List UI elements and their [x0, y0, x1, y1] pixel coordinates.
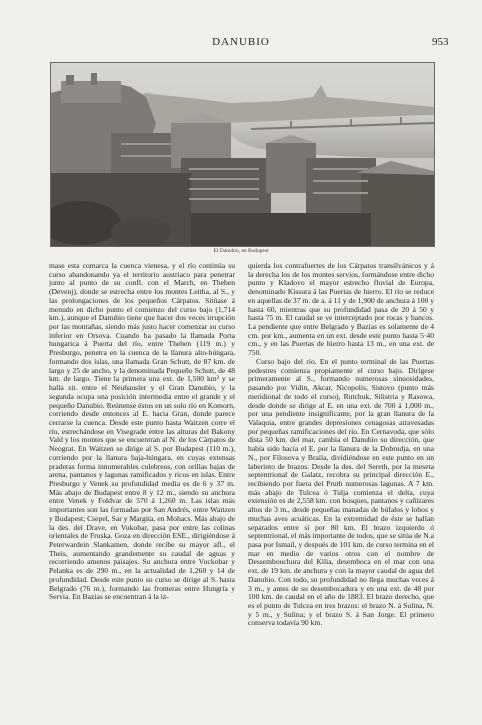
paragraph: quierda los contrafuertes de los Cárpatos transilvánicos y á la derecha los de los montes servios, formándose entre dicho punto y Kladovo el mayor estrecho fluvial de Europa, denominado Kissura á las Puertas de hierro. El río se reduce en aquellas de 37 m. de a. á 11 y de 1,900 de anchura á 100 y hasta 60, mientras que su profundidad pasa de 20 á 50 y hasta 75 m. El caudal se ve interceptado por rocas y bancos. La pendiente que entre Belgrado y Bazias es solamente de 4 cm. por km., aumenta en un ext. desde este punto hasta 5·40 cm., y en las Puertas de hierro hasta 13 m., en una ext. de 750. — [248, 262, 434, 358]
text-column-right — [248, 262, 434, 712]
paragraph-curso-bajo: Curso bajo del río. En el punto terminal de las Puertas pedestres comienza propiamente el curso bajo. Dirígese primeramente al S., formando numerosas sinuosidades, pasando por Vidin, Akcar, Nicopolis, Sistovo (punto más meridional de todo el curso), Rutchuk, Silistria y Rasowa, desde donde se dirige al E. en una ext. de 700 á 1,000 m., por una pendiente insignificante, por la gran llanura de la Valaquia, entre grandes depresiones cenagosas atravesadas por pequeñas ramificaciones del río. En Cernavoda, que sólo dista 50 km. del mar, cambia el Danubio su dirección, que había sido hacia el E. por la llanura de la Dobrudja, en una N., por Filosova y Braila, dividiéndose en este punto en un laberinto de brazos. Desde la des. del Sereth, por la meseta septentrional de Galatz, recobra su principal dirección E., recibiendo por fuera del Pruth numerosas lagunas. A 7 km. más abajo de Tulcea ó Tulja comienza el delta, cuya extensión es de 2,558 km. con bosques, pantanos y cañizares altos de 3 m., desde pequeñas manadas de búfalos y lobos y muchas aves acuáticas. En la extremidad de éste se hallan separados entre sí por 80 km. El brazo izquierdo ó septentrional, el más importante de todos, que se sitúa de N.a pasa por Ismail, y después de 101 km. de curso termina en el mar en medio de varios otros con el nombre de Dessembouchura del Kilia, desemboca en el mar con una ext. de 19 km. de anchura y con la mayor caudal de agua del Danubio. Con todo, su profundidad no llega muchas veces á 3 m., y antes de su desembocadura y en una ext. de 48 por 100 km. de caudal en el año de 1883. El brazo derecho, que es el punto de Tulcea en tres brazos: el brazo N. á Sulina, N. y 5 m., y Sulina; y el brazo S. á San Jorge. El primero conserva todavía 90 km. — [248, 356, 434, 628]
photograph-image — [51, 63, 434, 246]
text-column-left — [49, 262, 235, 712]
page-number: 953 — [432, 36, 449, 48]
budapest-photograph — [50, 62, 435, 247]
running-header-title: DANUBIO — [212, 36, 270, 48]
paragraph: mase esta comarca la cuenca vienesa, y el río continúa su curso abandonando ya el territorio austriaco para penetrar junto al punto de su confl. con el March, en Theben (Devenj), donde se estrecha entre los montes Leitha, al S., y las prolongaciones de los pequeños Cárpatos. Sitúase á menudo en dicho punto el comienzo del curso bajo (1,714 km.), aunque el Danubio tiene que hacer dos veces irrupción por las montañas, siendo más justo hacer comenzar su curso inferior en Orsova. Cuando ha pasado la llamada Porta hungarica á Puerta del río, entre Theben (119 m.) y Presburgo, penetra en la cuenca de la llanura alto-húngara, formando dos islas, una llamada Gran Schutt, de 87 km. de largo y 25 de ancho, y la denominada Pequeño Schutt, de 48 km. de largo. Tiene la primera una ext. de 1,500 km² y se halla sit. entre el Neuhausler y el Gran Danubio, y la segunda ocupa una posición intermedia entre el grande y el pequeño Danubio. Reúnense éstos en un solo río en Komorn, corriendo desde entonces al E. hacia Gran, donde parece cerrarse la cuenca. Desde este punto hasta Waitzen corre el río, estrechándose en Visegrade entre las alturas del Bakony Vald y los montes que se encuentran al N. de los Cárpatos de Neograt. En Waitzen se dirige al S. por Budapest (110 m.), corriendo por la llanura baja-húngara, en cuyas extensas praderas forma innumerables culebreos, con orillas bajas de arena, pantanos y lagunas ramificados y ricos en islas. Entre Presburgo y Venek su profundidad media es de 6 y 37 m. Más abajo de Budapest entre 8 y 12 m., siendo su anchura entre Venek y Foldvar de 570 á 1,260 m. Las islas más importantes son las formadas por San Andrés, entre Waitzen y Budapest; Csepel, Sar y Margita, en Mohacs. Más abajo de la des. del Drave, en Vukobar, pasa por entre las colinas orientales de Fruska. Goza en dirección ESE., dirigiéndose á Peterwardein Slankamen, donde recibe su mayor afl., el Theis, aumentando grandemente su caudal de aguas y recorriendo amenos paisajes. Su anchura entre Vuckobar y Pelanka es de 290 m., en la actualidad de 1,260 y 14 de profundidad. Desde este punto su curso se dirige al S. hasta Belgrado (76 m.), formando las fronteras entre Hungría y Servia. En Bazias se encuentran á la iz- — [49, 262, 235, 602]
photo-caption: El Danubio, en Budapest — [213, 248, 269, 254]
